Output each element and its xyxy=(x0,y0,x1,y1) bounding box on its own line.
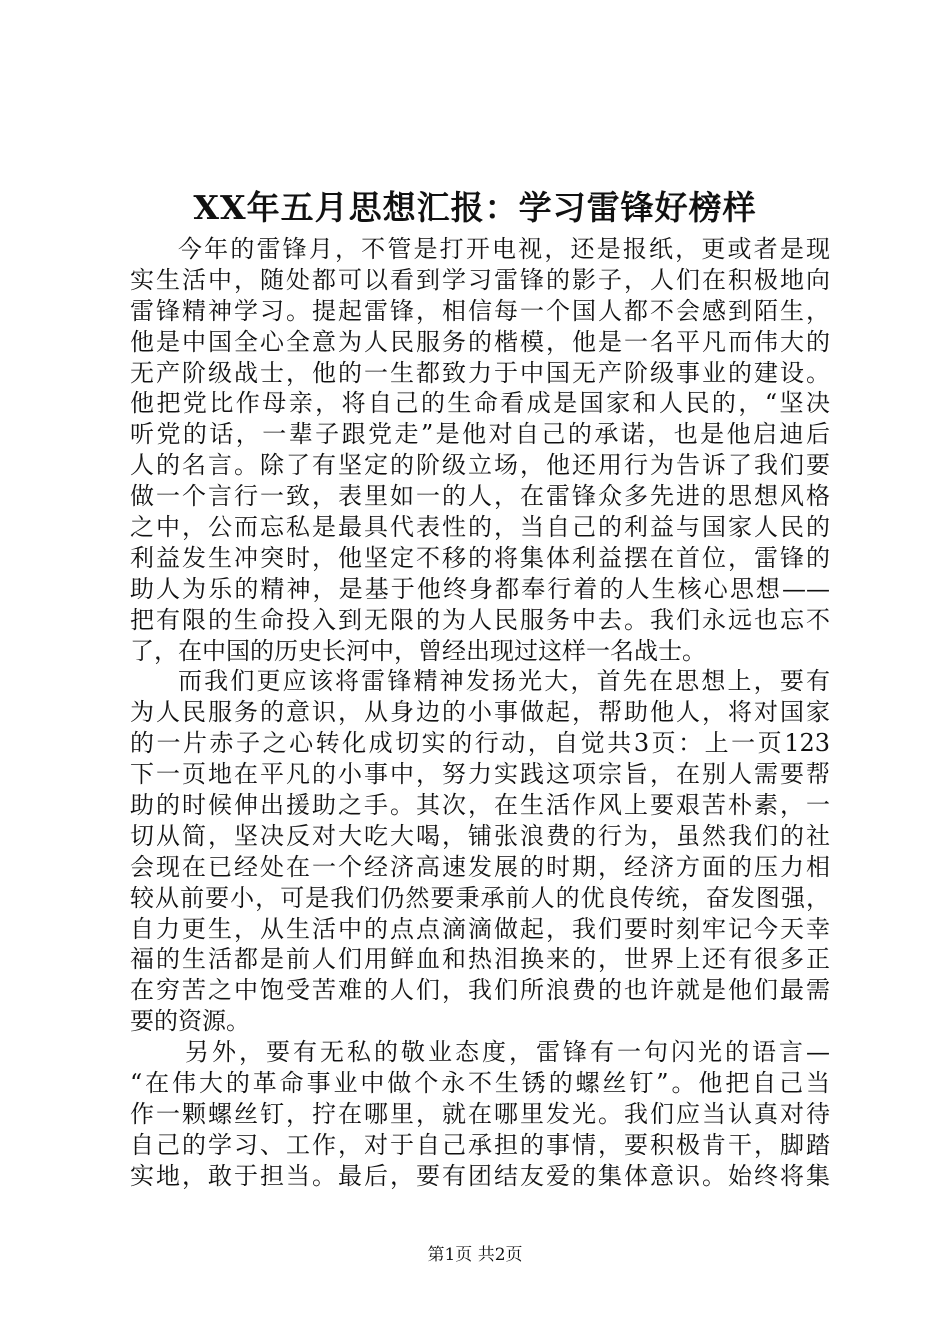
text-line: 而我们更应该将雷锋精神发扬光大，首先在思想上，要有 xyxy=(178,667,830,696)
text-line: 较从前要小，可是我们仍然要秉承前人的优良传统，奋发图强， xyxy=(130,883,830,912)
text-line: 要的资源。 xyxy=(130,1007,250,1036)
text-line: 他是中国全心全意为人民服务的楷模，他是一名平凡而伟大的 xyxy=(130,327,830,356)
page-footer: 第1页 共2页 xyxy=(427,1245,523,1265)
text-line: “在伟大的革命事业中做个永不生锈的螺丝钉”。他把自己当 xyxy=(130,1069,830,1098)
text-line: 雷锋精神学习。提起雷锋，相信每一个国人都不会感到陌生， xyxy=(130,296,830,325)
text-line: 实地，敢于担当。最后，要有团结友爱的集体意识。始终将集 xyxy=(130,1161,830,1190)
text-line: 切从简，坚决反对大吃大喝，铺张浪费的行为，虽然我们的社 xyxy=(130,821,830,850)
text-line: 下一页地在平凡的小事中，努力实践这项宗旨，在别人需要帮 xyxy=(130,760,830,789)
text-line: 利益发生冲突时，他坚定不移的将集体利益摆在首位，雷锋的 xyxy=(130,543,830,572)
text-line: 今年的雷锋月，不管是打开电视，还是报纸，更或者是现 xyxy=(178,235,830,263)
text-line: 他把党比作母亲，将自己的生命看成是国家和人民的，“坚决 xyxy=(130,389,830,418)
text-line: 做一个言行一致，表里如一的人，在雷锋众多先进的思想风格 xyxy=(130,482,830,511)
text-line: 之中，公而忘私是最具代表性的，当自己的利益与国家人民的 xyxy=(130,513,830,542)
text-line: 听党的话，一辈子跟党走”是他对自己的承诺，也是他启迪后 xyxy=(130,420,830,449)
text-line: 助人为乐的精神，是基于他终身都奉行着的人生核心思想—— xyxy=(130,574,830,603)
text-line: 的一片赤子之心转化成切实的行动，自觉共3页：上一页123 xyxy=(130,729,830,758)
text-line: 另外，要有无私的敬业态度，雷锋有一句闪光的语言— xyxy=(185,1038,830,1067)
text-line: 福的生活都是前人们用鲜血和热泪换来的，世界上还有很多正 xyxy=(130,945,830,974)
text-line: 实生活中，随处都可以看到学习雷锋的影子，人们在积极地向 xyxy=(130,265,830,294)
text-line: 会现在已经处在一个经济高速发展的时期，经济方面的压力相 xyxy=(130,852,830,881)
text-line: 作一颗螺丝钉，拧在哪里，就在哪里发光。我们应当认真对待 xyxy=(130,1099,830,1128)
text-line: 无产阶级战士，他的一生都致力于中国无产阶级事业的建设。 xyxy=(130,358,830,387)
text-line: 把有限的生命投入到无限的为人民服务中去。我们永远也忘不 xyxy=(130,605,830,634)
text-line: 为人民服务的意识，从身边的小事做起，帮助他人，将对国家 xyxy=(130,698,830,727)
text-line: 了，在中国的历史长河中，曾经出现过这样一名战士。 xyxy=(130,636,706,665)
text-line: 助的时候伸出援助之手。其次，在生活作风上要艰苦朴素，一 xyxy=(130,791,830,820)
text-line: 自力更生，从生活中的点点滴滴做起，我们要时刻牢记今天幸 xyxy=(130,914,830,943)
document-title: XX年五月思想汇报：学习雷锋好榜样 xyxy=(193,188,757,227)
text-line: 人的名言。除了有坚定的阶级立场，他还用行为告诉了我们要 xyxy=(130,451,830,480)
text-line: 在穷苦之中饱受苦难的人们，我们所浪费的也许就是他们最需 xyxy=(130,976,830,1005)
document-body xyxy=(130,234,830,1192)
text-line: 自己的学习、工作，对于自己承担的事情，要积极肯干，脚踏 xyxy=(130,1130,830,1159)
